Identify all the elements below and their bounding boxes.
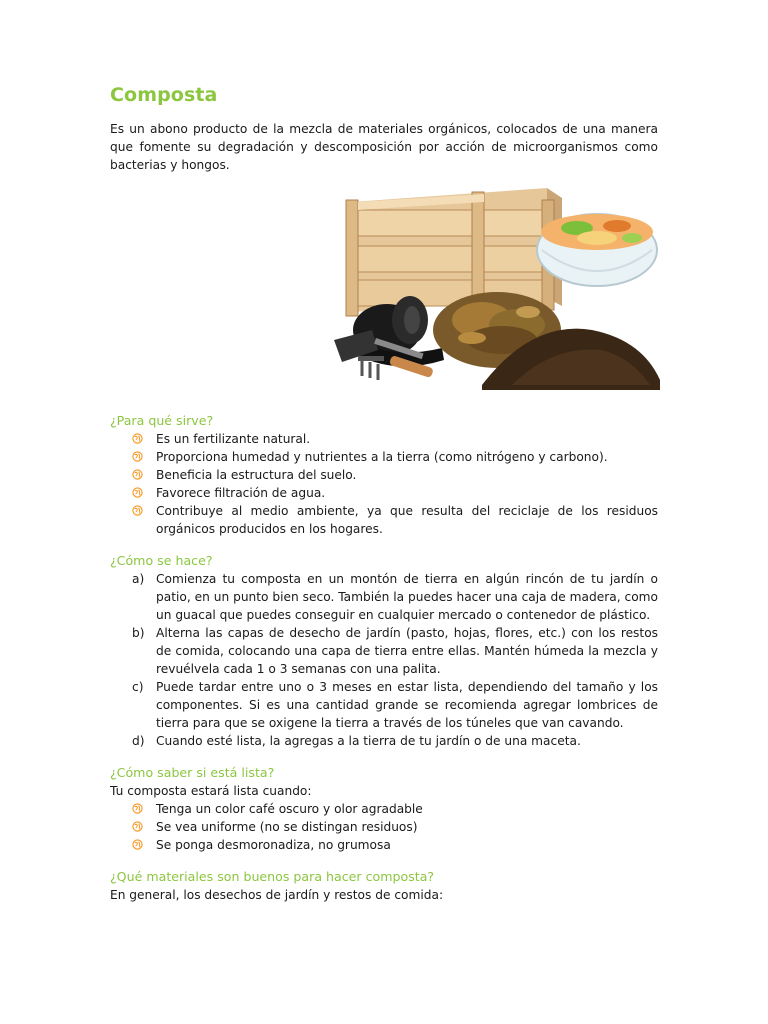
list-item-text: Contribuye al medio ambiente, ya que resulta del reciclaje de los residuos orgánicos producidos en los hogares. xyxy=(156,504,658,536)
section-materials xyxy=(110,868,658,904)
list-item xyxy=(110,800,658,818)
earth-globe-icon xyxy=(132,839,143,850)
earth-globe-icon xyxy=(132,433,143,444)
earth-globe-icon xyxy=(132,803,143,814)
earth-globe-icon xyxy=(132,505,143,516)
step-item xyxy=(110,732,658,750)
list-item xyxy=(110,502,658,538)
ready-lead: Tu composta estará lista cuando: xyxy=(110,784,312,798)
step-marker: c) xyxy=(132,680,144,694)
step-text: Cuando esté lista, la agregas a la tierra de tu jardín o de una maceta. xyxy=(156,734,581,748)
step-text: Puede tardar entre uno o 3 meses en estar lista, dependiendo del tamaño y los componentes. Si es una cantidad grande se recomienda agregar lombrices de tierra para que se oxigene la tierra a través de los túneles que van cavando. xyxy=(156,680,658,730)
compost-illustration-svg xyxy=(332,180,662,398)
heading-ready: ¿Cómo saber si está lista? xyxy=(110,765,275,780)
list-item xyxy=(110,836,658,854)
compost-illustration xyxy=(332,180,662,398)
list-item xyxy=(110,466,658,484)
step-marker: a) xyxy=(132,572,145,586)
list-item xyxy=(110,484,658,502)
list-item-text: Se ponga desmoronadiza, no grumosa xyxy=(156,838,391,852)
list-item-text: Favorece filtración de agua. xyxy=(156,486,326,500)
list-item xyxy=(110,448,658,466)
step-item xyxy=(110,678,658,732)
step-item xyxy=(110,624,658,678)
section-howto xyxy=(110,552,658,750)
materials-lead: En general, los desechos de jardín y restos de comida: xyxy=(110,888,444,902)
heading-materials: ¿Qué materiales son buenos para hacer composta? xyxy=(110,869,435,884)
earth-globe-icon xyxy=(132,451,143,462)
intro-paragraph: Es un abono producto de la mezcla de materiales orgánicos, colocados de una manera que fomente su degradación y descomposición por acción de microorganismos como bacterias y hongos. xyxy=(110,122,658,172)
list-item-text: Es un fertilizante natural. xyxy=(156,432,311,446)
heading-howto: ¿Cómo se hace? xyxy=(110,553,213,568)
wooden-crate xyxy=(346,188,562,316)
earth-globe-icon xyxy=(132,821,143,832)
list-item xyxy=(110,818,658,836)
section-ready xyxy=(110,764,658,854)
howto-steps xyxy=(110,570,658,750)
list-item-text: Beneficia la estructura del suelo. xyxy=(156,468,357,482)
list-item xyxy=(110,430,658,448)
list-item-text: Proporciona humedad y nutrientes a la tierra (como nitrógeno y carbono). xyxy=(156,450,608,464)
list-item-text: Tenga un color café oscuro y olor agradable xyxy=(156,802,423,816)
page-title: Composta xyxy=(110,84,218,106)
uses-list xyxy=(110,430,658,538)
section-uses xyxy=(110,412,658,538)
step-item xyxy=(110,570,658,624)
ready-list xyxy=(110,800,658,854)
earth-globe-icon xyxy=(132,487,143,498)
step-text: Comienza tu composta en un montón de tierra en algún rincón de tu jardín o patio, en un punto bien seco. También la puedes hacer una caja de madera, como un guacal que puedes conseguir en cualquier mercado o contenedor de plástico. xyxy=(156,572,658,622)
step-marker: b) xyxy=(132,626,145,640)
heading-uses: ¿Para qué sirve? xyxy=(110,413,214,428)
food-scraps-bowl xyxy=(537,214,657,286)
content-column xyxy=(110,84,658,904)
earth-globe-icon xyxy=(132,469,143,480)
step-marker: d) xyxy=(132,734,145,748)
step-text: Alterna las capas de desecho de jardín (pasto, hojas, flores, etc.) con los restos de comida, colocando una capa de tierra entre ellas. Mantén húmeda la mezcla y revuélvela cada 1 o 3 semanas con una palita. xyxy=(156,626,658,676)
list-item-text: Se vea uniforme (no se distingan residuos) xyxy=(156,820,418,834)
